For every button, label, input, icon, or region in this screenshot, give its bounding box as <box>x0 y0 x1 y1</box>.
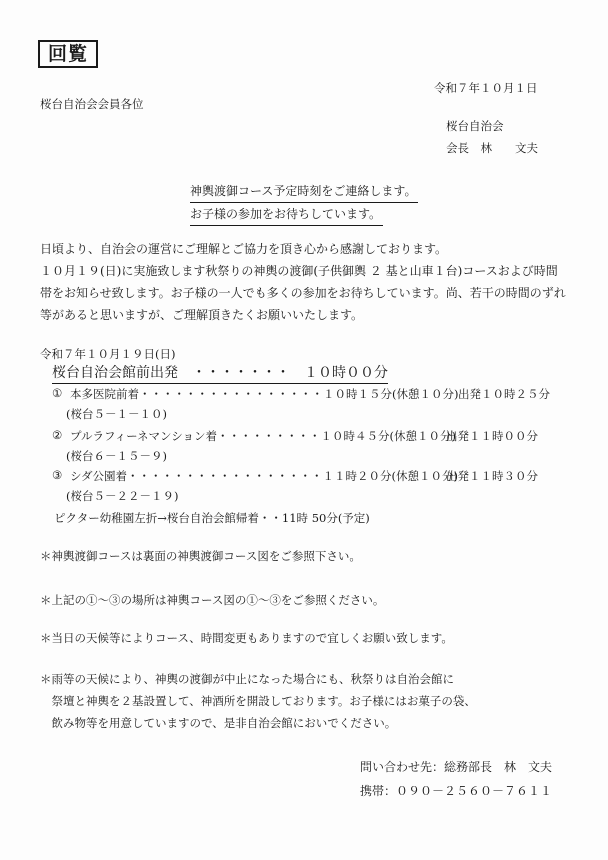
note-line: ＊神輿渡御コースは裏面の神輿渡御コース図をご参照下さい。 <box>40 549 361 563</box>
notice-line-1: 神輿渡御コース予定時刻をご連絡します。 <box>190 180 418 203</box>
stop-departure: 出発１０時２５分 <box>458 387 550 401</box>
note-line: 祭壇と神輿を２基設置して、神酒所を開設しております。お子様にはお菓子の袋、 <box>40 694 476 708</box>
note-line: 飲み物等を用意していますので、是非自治会館においでください。 <box>40 716 397 730</box>
sender-org: 桜台自治会 <box>446 119 504 133</box>
note-line: ＊当日の天候等によりコース、時間変更もありますので宜しくお願い致します。 <box>40 631 453 645</box>
stop-departure: 出発１１時００分 <box>446 429 538 443</box>
note-item <box>40 668 476 734</box>
body-line: １０月１９(日)に実施致します秋祭りの神輿の渡御(子供御輿 ２ 基と山車１台)コースおよび時間 <box>40 264 558 278</box>
sender-name: 会長 林 文夫 <box>446 141 538 155</box>
note-item <box>40 548 361 564</box>
body-paragraph <box>40 238 570 326</box>
stop-arrival: 本多医院前着・・・・・・・・・・・・・・・・１０時１５分(休憩１０分) <box>70 387 459 401</box>
stop-number: ③ <box>52 468 63 482</box>
stop-number: ① <box>52 386 63 400</box>
event-date: 令和７年１０月１９日(日) <box>40 347 176 361</box>
contact-phone: 携帯：０９０－２５６０－７６１１ <box>360 784 553 798</box>
note-item <box>40 630 453 646</box>
notice-line-2: お子様の参加をお待ちしています。 <box>190 203 383 226</box>
stop-address: (桜台５－２２－１９) <box>66 489 179 503</box>
contact-inquiry: 問い合わせ先：総務部長 林 文夫 <box>360 760 553 774</box>
recipient-line: 桜台自治会会員各位 <box>40 97 144 111</box>
note-line: ＊雨等の天候により、神輿の渡御が中止になった場合にも、秋祭りは自治会館に <box>40 672 454 686</box>
stop-arrival: プルラフィーネマンション着・・・・・・・・・１０時４５分(休憩１０分) <box>70 429 456 443</box>
stop-departure: 出発１１時３０分 <box>446 469 538 483</box>
note-line: ＊上記の①～③の場所は神輿コース図の①～③をご参照ください。 <box>40 593 385 607</box>
body-line: 日頃より、自治会の運営にご理解とご協力を頂き心から感謝しております。 <box>40 242 448 256</box>
kairan-stamp: 回覧 <box>38 40 98 68</box>
stop-address: (桜台６－１５－９) <box>66 449 167 463</box>
stop-address: (桜台５－１－１０) <box>66 407 167 421</box>
return-line: ピクター幼稚園左折→桜台自治会館帰着・・11時 50分(予定) <box>54 511 370 525</box>
stop-arrival: シダ公園着・・・・・・・・・・・・・・・・・１１時２０分(休憩１０分) <box>70 469 459 483</box>
body-line: 帯をお知らせ致します。お子様の一人でも多くの参加をお待ちしています。尚、若干の時間のずれ <box>40 286 566 300</box>
departure-line: 桜台自治会館前出発 ・・・・・・・ １０時００分 <box>52 362 388 384</box>
note-item <box>40 592 384 608</box>
notice-heading <box>190 180 422 226</box>
stop-number: ② <box>52 428 63 442</box>
body-line: 等があると思いますが、ご理解頂きたくお願いいたします。 <box>40 308 364 322</box>
issue-date: 令和７年１０月１日 <box>434 81 538 95</box>
